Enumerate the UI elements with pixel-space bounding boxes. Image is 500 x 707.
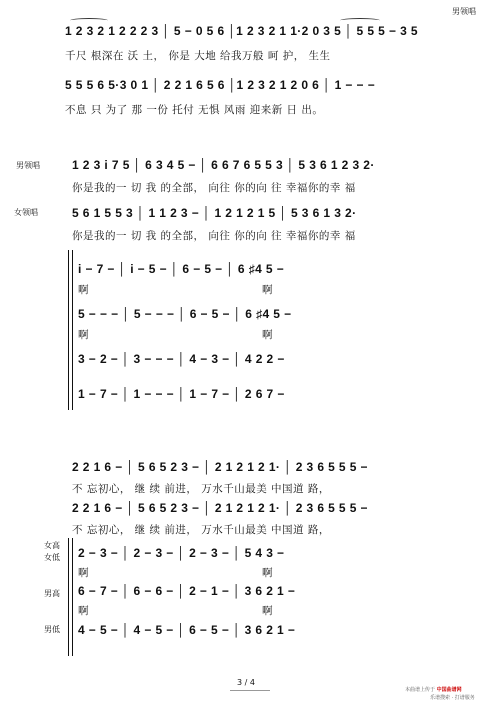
watermark-text: 本曲谱上传于 [405,687,436,693]
choir-lyric: 啊 [78,567,89,579]
choir-lyric: 啊 [78,284,89,296]
choir-notation-row: 5 − − − │ 5 − − − │ 6 − 5 − │ 6 ♯4 5 − [78,307,292,321]
choir-lyric: 啊 [262,284,273,296]
notation-row: 2 2 1 6 − │ 5 6 5 2 3 − │ 2 1 2 1 2 1· │ 2 3 6 5 5 5 − [72,501,368,515]
choir-lyric: 啊 [262,605,273,617]
notation-row: 1 2 3 i 7 5 │ 6 3 4 5 − │ 6 6 7 6 5 5 3 │ 5 3 6 1 2 3 2· [72,158,375,172]
part-label-alto: 女低 [44,553,60,562]
choir-bracket [72,538,73,656]
choir-bracket [68,250,69,410]
lyric-row: 不 忘初心， 继 续 前进， 万水千山最美 中国道 路， [72,483,330,495]
part-label-soprano: 女高 [44,541,60,550]
choir-lyric: 啊 [262,329,273,341]
choir-lyric: 啊 [78,329,89,341]
watermark-subtext: 乐谱搜索 · 打谱服务 [430,695,475,701]
choir-bracket [68,538,69,656]
notation-row: 5 6 1 5 5 3 │ 1 1 2 3 − │ 1 2 1 2 1 5 │ 5 3 6 1 3 2· [72,206,357,220]
part-label-male-lead: 男领唱 [452,7,476,16]
footer-rule [230,690,270,691]
page-number: 3 / 4 [237,678,255,687]
notation-row: 1 2 3 2 1 2 2 2 3 │ 5 − 0 5 6 │1 2 3 2 1 1·2 0 3 5 │ 5 5 5 − 3 5 [65,24,418,38]
part-label-female-lead: 女领唱 [14,208,38,217]
part-label-bass: 男低 [44,625,60,634]
part-label-tenor: 男高 [44,589,60,598]
choir-notation-row: i − 7 − │ i − 5 − │ 6 − 5 − │ 6 ♯4 5 − [78,262,285,276]
part-label-male-lead: 男领唱 [16,161,40,170]
choir-notation-row: 1 − 7 − │ 1 − − − │ 1 − 7 − │ 2 6 7 − [78,387,285,401]
notation-row: 5 5 5 6 5·3 0 1 │ 2 2 1 6 5 6 │1 2 3 2 1 2 0 6 │ 1 − − − [65,78,376,92]
choir-lyric: 啊 [262,567,273,579]
slur [340,18,380,23]
lyric-row: 你是我的一 切 我 的全部， 向往 你的向 往 幸福你的幸 福 [72,182,356,194]
choir-notation-row: 4 − 5 − │ 4 − 5 − │ 6 − 5 − │ 3 6 2 1 − [78,623,296,637]
site-watermark [405,686,462,693]
lyric-row: 不息 只 为了 那 一份 托付 无惧 风雨 迎来新 日 出。 [65,104,324,116]
notation-row: 2 2 1 6 − │ 5 6 5 2 3 − │ 2 1 2 1 2 1· │ 2 3 6 5 5 5 − [72,460,368,474]
slur [70,18,108,23]
watermark-brand: 中国曲谱网 [436,687,462,693]
lyric-row: 不 忘初心， 继 续 前进， 万水千山最美 中国道 路， [72,524,330,536]
choir-notation-row: 2 − 3 − │ 2 − 3 − │ 2 − 3 − │ 5 4 3 − [78,546,285,560]
choir-notation-row: 3 − 2 − │ 3 − − − │ 4 − 3 − │ 4 2 2 − [78,352,285,366]
choir-bracket [72,250,73,410]
lyric-row: 千尺 根深在 沃 土， 你是 大地 给我万般 呵 护， 生生 [65,50,331,62]
lyric-row: 你是我的一 切 我 的全部， 向往 你的向 往 幸福你的幸 福 [72,230,356,242]
choir-notation-row: 6 − 7 − │ 6 − 6 − │ 2 − 1 − │ 3 6 2 1 − [78,584,296,598]
choir-lyric: 啊 [78,605,89,617]
